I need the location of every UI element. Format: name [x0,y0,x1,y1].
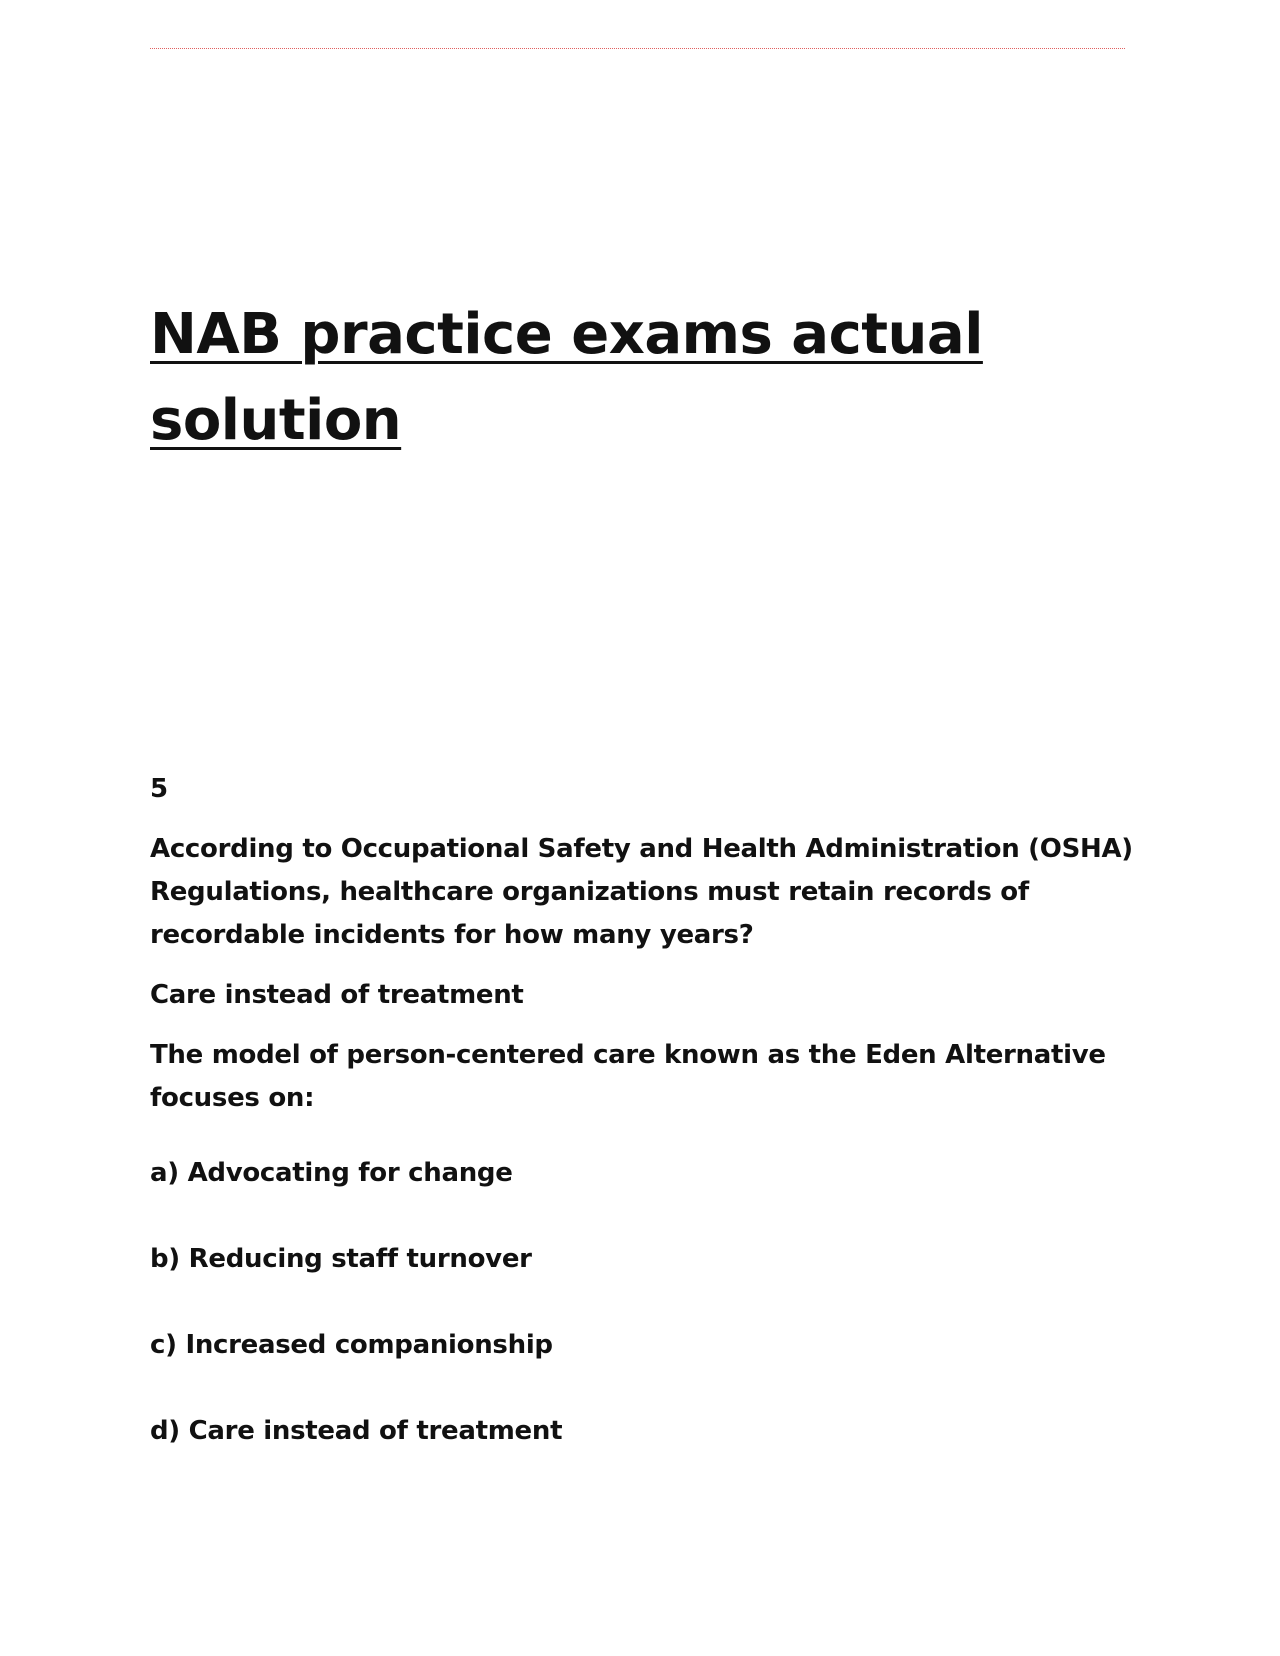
option-a: a) Advocating for change [150,1158,513,1188]
question-text: According to Occupational Safety and Health Administration (OSHA) Regulations, healthcare organizations must retain records of recordable incidents for how many years? [150,834,1133,950]
answer-options [150,1152,1140,1453]
option-d: d) Care instead of treatment [150,1416,563,1446]
option-b: b) Reducing staff turnover [150,1244,532,1274]
question-number: 5 [150,774,168,804]
document-body [150,768,1140,1496]
answer-text: Care instead of treatment [150,980,524,1010]
option-c: c) Increased companionship [150,1330,553,1360]
document-title: NAB practice exams actual solution [150,302,983,453]
question2-text: The model of person-centered care known as the Eden Alternative focuses on: [150,1040,1106,1113]
header-divider [150,48,1125,49]
